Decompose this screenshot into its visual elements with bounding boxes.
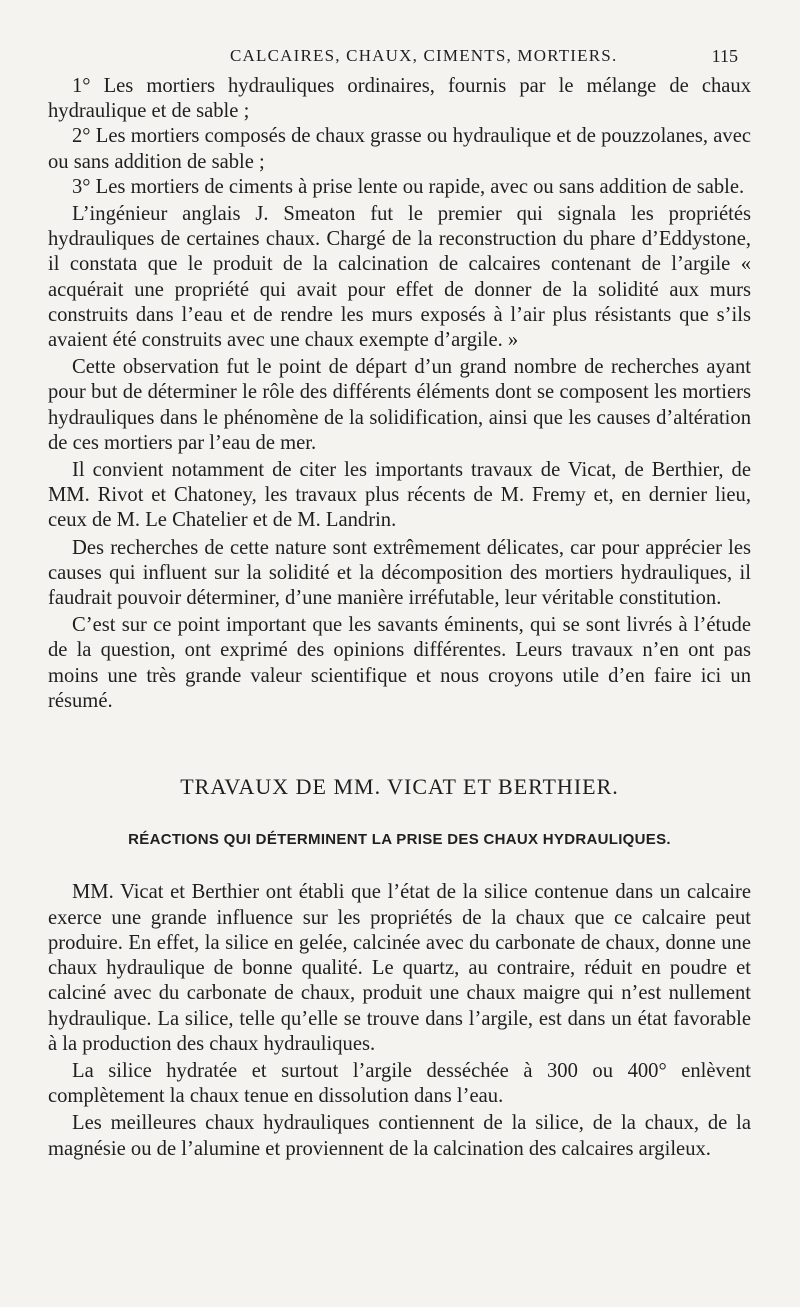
paragraph-observation: Cette observation fut le point de départ d’un grand nombre de recherches ayant pour but de déterminer le rôle des différents éléments dont se composent les mortiers hydrauliques dans le phénomène de la solidification, ainsi que les causes d’altération de ces mortiers par l’eau de mer. — [48, 356, 751, 454]
page-body — [48, 74, 751, 1162]
paragraph-item-1: 1° Les mortiers hydrauliques ordinaires, fournis par le mélange de chaux hydraulique et de sable ; — [48, 75, 751, 123]
running-header — [0, 46, 800, 70]
paragraph-point-important: C’est sur ce point important que les savants éminents, qui se sont livrés à l’étude de la question, ont exprimé des opinions différentes. Leurs travaux n’en ont pas moins une très grande valeur scientifique et nous croyons utile d’en faire ici un résumé. — [48, 614, 751, 712]
page-number: 115 — [711, 46, 738, 66]
paragraph-item-3: 3° Les mortiers de ciments à prise lente ou rapide, avec ou sans addition de sable. — [72, 175, 745, 198]
subsection-title: RÉACTIONS QUI DÉTERMINENT LA PRISE DES CHAUX HYDRAULIQUES. — [128, 831, 671, 849]
running-title: CALCAIRES, CHAUX, CIMENTS, MORTIERS. — [230, 46, 618, 65]
paragraph-vicat-berthier: MM. Vicat et Berthier ont établi que l’état de la silice contenue dans un calcaire exerce une grande influence sur les propriétés de la chaux que ce calcaire peut produire. En effet, la silice en gelée, calcinée avec du carbonate de chaux, donne une chaux hydraulique de bonne qualité. Le quartz, au contraire, réduit en poudre et calciné avec du carbonate de chaux, produit une chaux maigre qui n’est nullement hydraulique. La silice, telle qu’elle se trouve dans l’argile, est dans un état favorable à la production des chaux hydrauliques. — [48, 881, 751, 1055]
paragraph-smeaton: L’ingénieur anglais J. Smeaton fut le premier qui signala les propriétés hydrauliques de certaines chaux. Chargé de la reconstruction du phare d’Eddystone, il constata que le produit de la calcination de calcaires contenant de l’argile « acquérait une propriété qui avait pour effet de donner de la solidité aux murs construits dans l’eau et de rendre les murs exposés à l’air plus résistants que s’ils avaient été construits avec une chaux exempte d’argile. » — [48, 203, 751, 352]
paragraph-silice-hydratee: La silice hydratée et surtout l’argile desséchée à 300 ou 400° enlèvent complètement la chaux tenue en dissolution dans l’eau. — [48, 1059, 751, 1108]
paragraph-meilleures-chaux: Les meilleures chaux hydrauliques contiennent de la silice, de la chaux, de la magnésie ou de l’alumine et proviennent de la calcination des calcaires argileux. — [48, 1112, 751, 1160]
paragraph-item-2: 2° Les mortiers composés de chaux grasse ou hydraulique et de pouzzolanes, avec ou sans addition de sable ; — [48, 125, 751, 173]
paragraph-recherches: Des recherches de cette nature sont extrêmement délicates, car pour apprécier les causes qui influent sur la solidité et la décomposition des mortiers hydrauliques, il faudrait pouvoir déterminer, d’une manière irréfutable, leur véritable constitution. — [48, 536, 751, 610]
paragraph-travaux: Il convient notamment de citer les importants travaux de Vicat, de Berthier, de MM. Rivot et Chatoney, les travaux plus récents de M. Fremy et, en dernier lieu, ceux de M. Le Chatelier et de M. Landrin. — [48, 459, 751, 532]
section-title: TRAVAUX DE MM. VICAT ET BERTHIER. — [180, 774, 619, 800]
